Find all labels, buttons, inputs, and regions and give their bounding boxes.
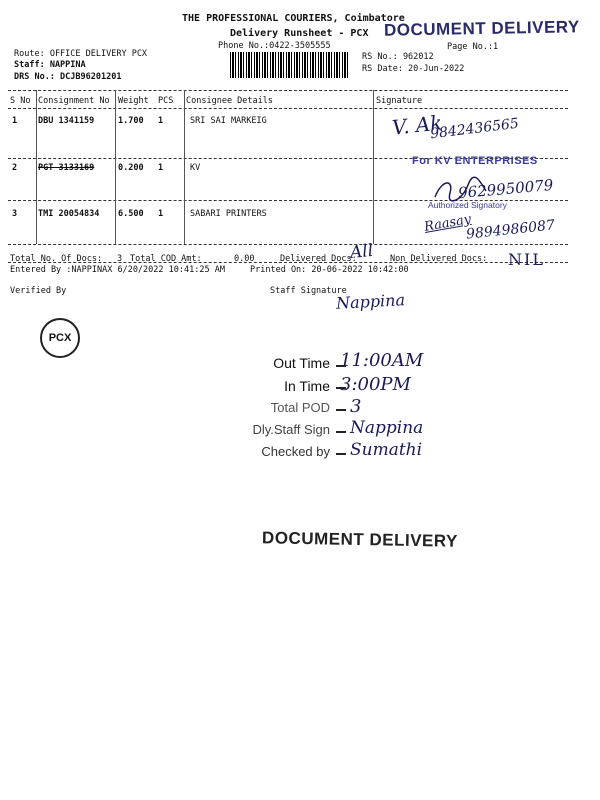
- pcx-logo: [40, 318, 80, 358]
- document-delivery-stamp-bottom: DOCUMENT DELIVERY: [261, 528, 458, 551]
- delivered-all-mark: All: [349, 240, 375, 264]
- out-time: 11:00AM: [340, 350, 424, 371]
- route: Route: OFFICE DELIVERY PCX: [14, 49, 148, 59]
- barcode: [230, 52, 350, 78]
- delivered-docs-label: Delivered Docs:: [280, 254, 357, 264]
- col-divider: [184, 90, 185, 244]
- log-dashes: [332, 360, 352, 460]
- signature-row3: Raasay: [423, 212, 473, 235]
- staff-signature-label: Staff Signature: [270, 286, 347, 296]
- checked-by-label: Checked by: [261, 444, 330, 459]
- row-consignment: PGT 3133169: [38, 163, 95, 173]
- non-delivered-label: Non Delivered Docs:: [390, 254, 488, 264]
- row-consignment: TMI 20054834: [38, 209, 100, 219]
- out-time-label: Out Time: [273, 355, 330, 371]
- checked-by: Sumathi: [350, 440, 423, 460]
- row-pcs: 1: [158, 163, 164, 173]
- row-divider: [8, 244, 568, 245]
- signature-row2-phone: 9629950079: [457, 175, 555, 203]
- table-header-rule: [8, 108, 568, 109]
- row-weight: 1.700: [118, 116, 144, 126]
- verified-by: Verified By: [10, 286, 67, 296]
- dly-staff-sign-label: Dly.Staff Sign: [252, 422, 330, 437]
- entered-by: Entered By :NAPPINAX 6/20/2022 10:41:25 AM: [10, 265, 225, 275]
- dly-staff-sign: Nappina: [350, 418, 424, 438]
- row-weight: 0.200: [118, 163, 144, 173]
- rs-number: RS No.: 962012: [362, 52, 434, 62]
- row-consignment: DBU 1341159: [38, 116, 95, 126]
- page-number: Page No.:1: [447, 42, 499, 52]
- col-divider: [115, 90, 116, 244]
- row-sno: 3: [12, 209, 18, 219]
- total-docs-label: Total No. Of Docs:: [10, 254, 103, 264]
- staff-signature: Nappina: [335, 290, 406, 313]
- cod-amount: 0.00: [234, 254, 255, 264]
- staff-name: Staff: NAPPINA: [14, 60, 86, 70]
- rs-date: RS Date: 20-Jun-2022: [362, 64, 465, 74]
- col-divider: [36, 90, 37, 244]
- row-consignee: SRI SAI MARKEIG: [190, 116, 267, 126]
- runsheet-title: Delivery Runsheet - PCX: [230, 28, 369, 39]
- row-pcs: 1: [158, 209, 164, 219]
- row-pcs: 1: [158, 116, 164, 126]
- row-sno: 2: [12, 163, 18, 173]
- row-consignee: SABARI PRINTERS: [190, 209, 267, 219]
- total-docs: 3: [117, 254, 123, 264]
- col-header-consignment: Consignment No: [38, 96, 110, 106]
- col-header-sno: S No: [10, 96, 31, 106]
- kv-enterprises-stamp: For KV ENTERPRISES: [412, 155, 538, 167]
- cod-label: Total COD Amt:: [130, 254, 202, 264]
- table-top-rule: [8, 90, 568, 91]
- col-header-pcs: PCS: [158, 96, 174, 106]
- drs-number: DRS No.: DCJB96201201: [14, 72, 122, 82]
- authorized-signatory: Authorized Signatory: [428, 200, 507, 210]
- row-consignee: KV: [190, 163, 201, 173]
- non-delivered-nil: NIL: [508, 250, 545, 269]
- signature-row3-phone: 9894986087: [465, 217, 556, 243]
- printed-on: Printed On: 20-06-2022 10:42:00: [250, 265, 409, 275]
- in-time-label: In Time: [284, 378, 330, 394]
- signature-row1-phone: 9842436565: [429, 115, 520, 143]
- phone-number: Phone No.:0422-3505555: [218, 41, 331, 51]
- col-divider: [373, 90, 374, 244]
- col-header-signature: Signature: [376, 96, 423, 106]
- total-pod-label: Total POD: [270, 400, 330, 415]
- in-time: 3:00PM: [340, 374, 411, 395]
- total-pod: 3: [350, 396, 362, 417]
- company-name: THE PROFESSIONAL COURIERS, Coimbatore: [182, 13, 405, 24]
- col-header-consignee: Consignee Details: [186, 96, 273, 106]
- signature-row1: V. Ak: [390, 110, 444, 140]
- row-sno: 1: [12, 116, 18, 126]
- document-delivery-stamp-top: DOCUMENT DELIVERY: [383, 17, 580, 40]
- pcx-logo-text: PCX: [48, 332, 72, 344]
- row-weight: 6.500: [118, 209, 144, 219]
- signature-row2-scribble: [430, 175, 490, 205]
- col-header-weight: Weight: [118, 96, 149, 106]
